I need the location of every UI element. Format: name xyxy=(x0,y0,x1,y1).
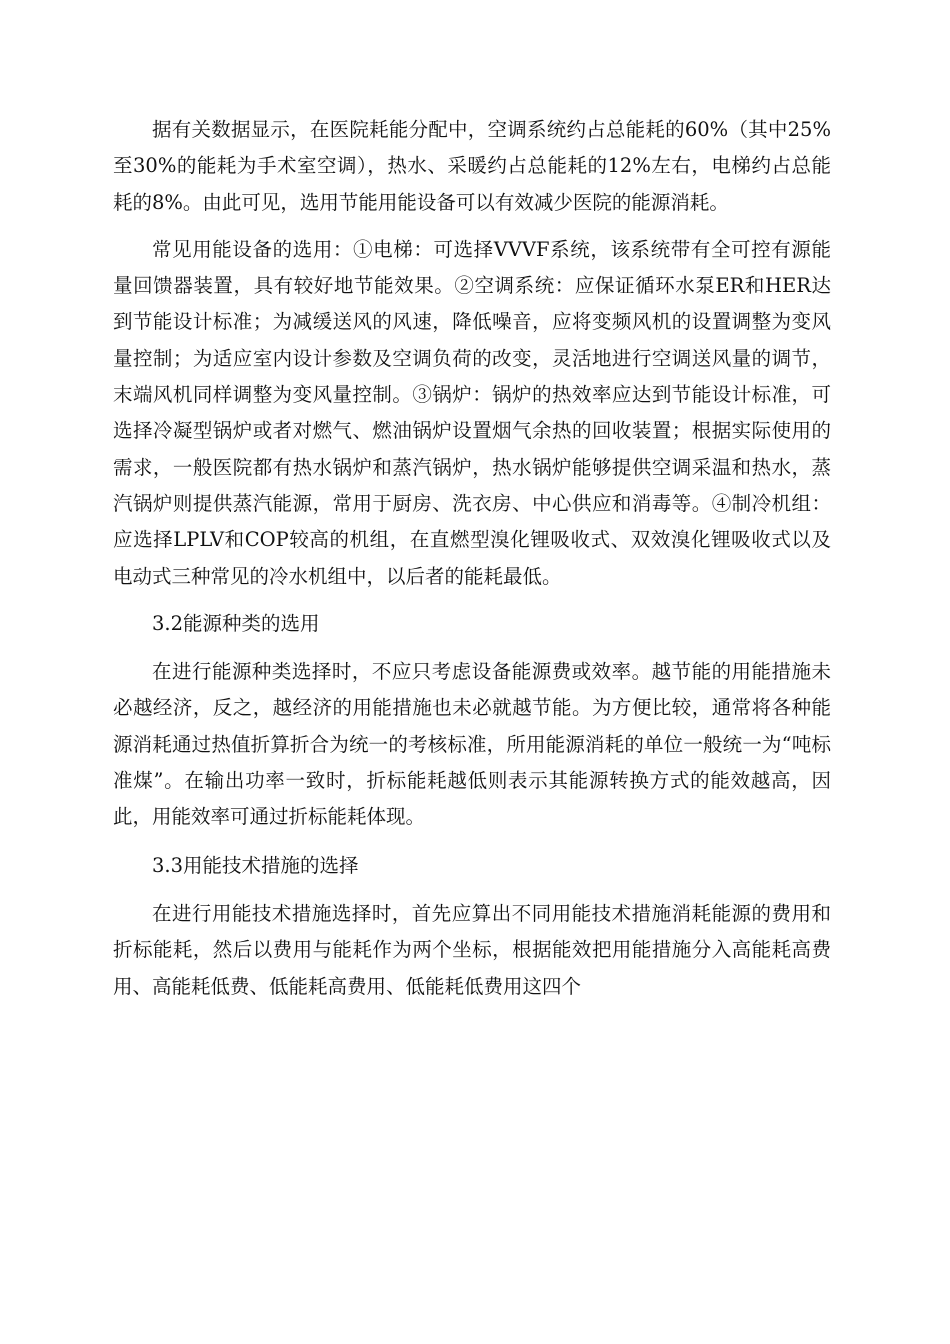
paragraph-spacer xyxy=(113,836,831,848)
section-heading-3-2: 3.2能源种类的选用 xyxy=(152,611,320,635)
document-body xyxy=(113,112,831,1005)
paragraph-technical-measures: 在进行用能技术措施选择时，首先应算出不同用能技术措施消耗能源的费用和折标能耗，然后以费用与能耗作为两个坐标，根据能效把用能措施分入高能耗高费用、高能耗低费、低能耗高费用、低能耗低费用这四个 xyxy=(113,901,831,998)
paragraph-equipment-selection: 常见用能设备的选用：①电梯：可选择VVVF系统，该系统带有全可控有源能量回馈器装置，具有较好地节能效果。②空调系统：应保证循环水泵ER和HER达到节能设计标准；为减缓送风的风速，降低噪音，应将变频风机的设置调整为变风量控制；为适应室内设计参数及空调负荷的改变，灵活地进行空调送风量的调节，末端风机同样调整为变风量控制。③锅炉：锅炉的热效率应达到节能设计标准，可选择冷凝型锅炉或者对燃气、燃油锅炉设置烟气余热的回收装置；根据实际使用的需求，一般医院都有热水锅炉和蒸汽锅炉，热水锅炉能够提供空调采温和热水，蒸汽锅炉则提供蒸汽能源，常用于厨房、洗衣房、中心供应和消毒等。④制冷机组：应选择LPLV和COP较高的机组，在直燃型溴化锂吸收式、双效溴化锂吸收式以及电动式三种常见的冷水机组中，以后者的能耗最低。 xyxy=(113,237,831,588)
paragraph-spacer xyxy=(113,642,831,654)
paragraph-spacer xyxy=(113,221,831,232)
paragraph-energy-distribution: 据有关数据显示，在医院耗能分配中，空调系统约占总能耗的60%（其中25%至30%的能耗为手术室空调），热水、采暖约占总能耗的12%左右，电梯约占总能耗的8%。由此可见，选用节能用能设备可以有效减少医院的能源消耗。 xyxy=(113,118,831,214)
paragraph-spacer xyxy=(113,595,831,606)
paragraph-energy-type-selection: 在进行能源种类选择时，不应只考虑设备能源费或效率。越节能的用能措施未必越经济，反之，越经济的用能措施也未必就越节能。为方便比较，通常将各种能源消耗通过热值折算折合为统一的考核标准，所用能源消耗的单位一般统一为“吨标准煤”。在输出功率一致时，折标能耗越低则表示其能源转换方式的能效越高，因此，用能效率可通过折标能耗体现。 xyxy=(113,660,831,829)
section-heading-3-3: 3.3用能技术措施的选择 xyxy=(152,853,359,877)
paragraph-spacer xyxy=(113,884,831,896)
